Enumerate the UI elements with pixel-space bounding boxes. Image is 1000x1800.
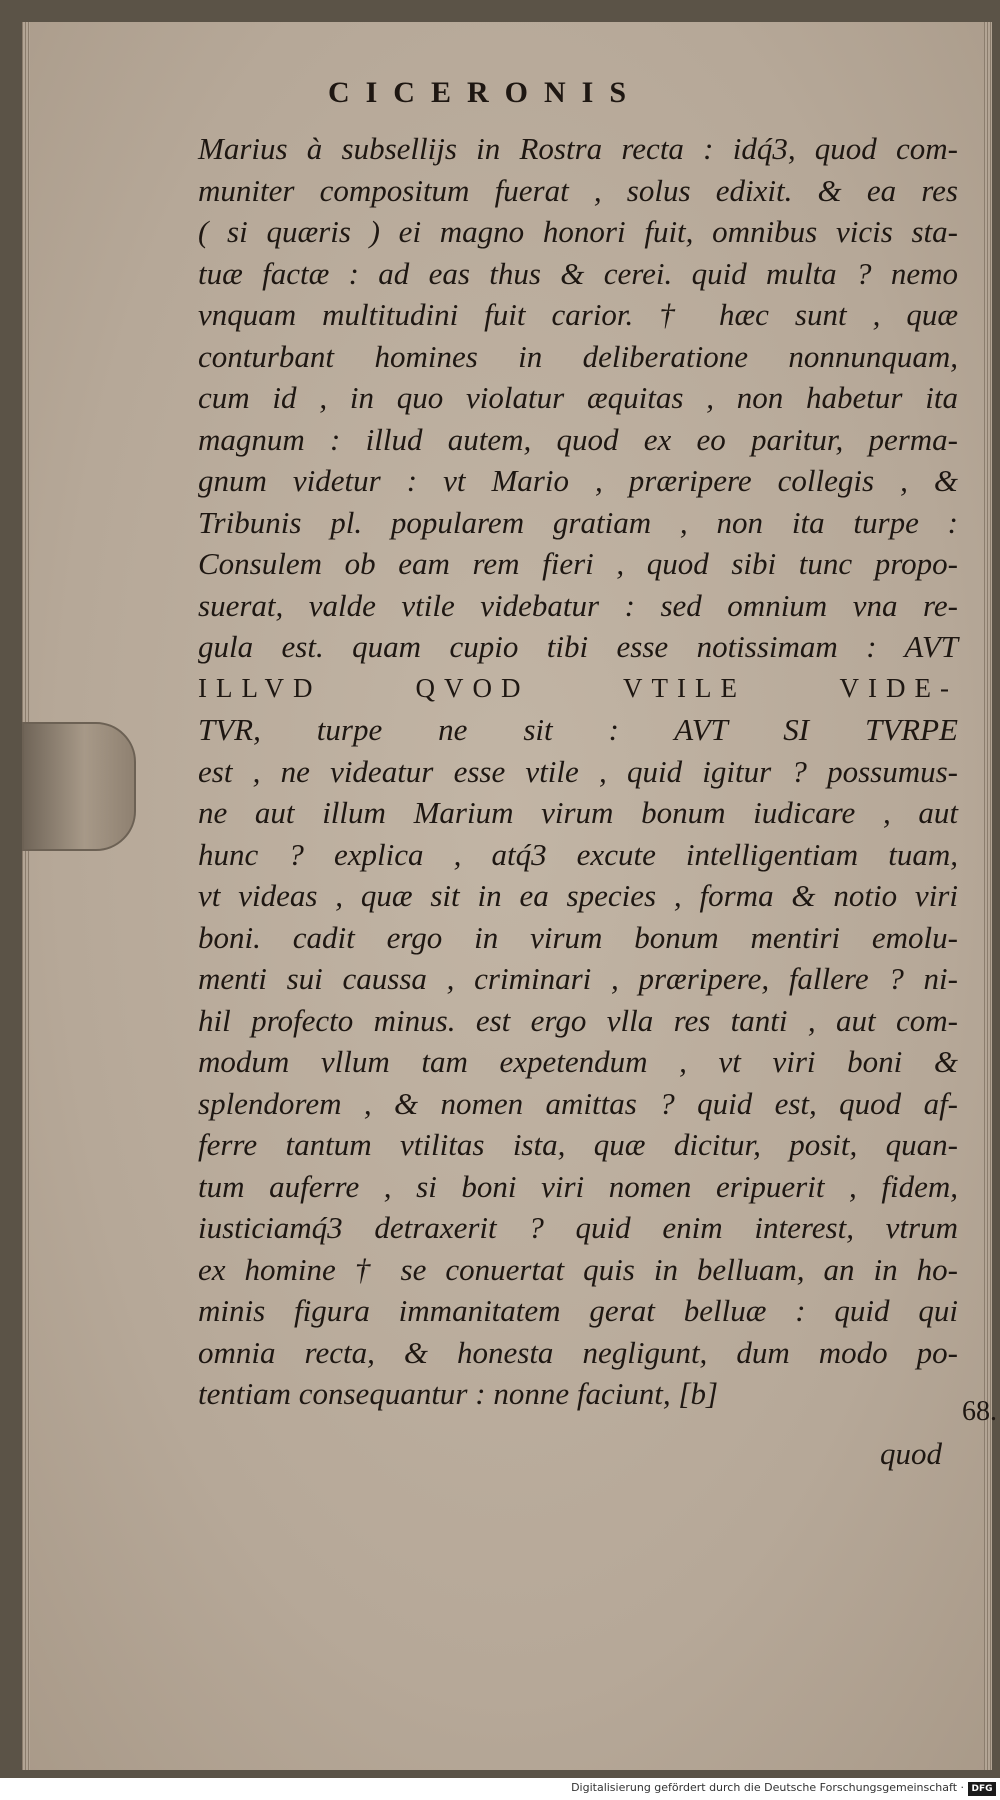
text-line: gula est. quam cupio tibi esse notissimam : AVT: [198, 629, 958, 664]
catchword: quod: [880, 1436, 942, 1471]
digitization-footer: [0, 1778, 1000, 1800]
text-line: ex homine † se conuertat quis in belluam, an in ho-: [198, 1251, 958, 1287]
text-line: tuæ factæ : ad eas thus & cerei. quid multa ? nemo: [198, 255, 958, 291]
text-line: vnquam multitudini fuit carior. † hæc sunt , quæ: [198, 297, 958, 332]
text-line: cum id , in quo violatur æquitas , non habetur ita: [198, 380, 958, 415]
text-line: omnia recta, & honesta negligunt, dum modo po-: [198, 1334, 958, 1370]
text-line: magnum : illud autem, quod ex eo paritur, perma-: [198, 421, 958, 457]
text-line-capitals: ILLVD QVOD VTILE VIDE-: [198, 672, 958, 703]
text-line: boni. cadit ergo in virum bonum mentiri emolu-: [198, 919, 958, 955]
text-line: muniter compositum fuerat , solus edixit. & ea res: [198, 172, 958, 208]
text-line: hil profecto minus. est ergo vlla res tanti , aut com-: [198, 1002, 958, 1038]
text-line: conturbant homines in deliberatione nonnunquam,: [198, 338, 958, 374]
text-line: suerat, valde vtile videbatur : sed omnium vna re-: [198, 587, 958, 623]
text-line: Marius à subsellijs in Rostra recta : idq́3, quod com-: [198, 131, 958, 166]
text-line: TVR, turpe ne sit : AVT SI TVRPE: [198, 712, 958, 747]
funding-credit: Digitalisierung gefördert durch die Deutsche Forschungsgemeinschaft ·: [571, 1781, 964, 1794]
text-line: menti sui caussa , criminari , præripere, fallere ? ni-: [198, 961, 958, 996]
text-line: ferre tantum vtilitas ista, quæ dicitur, posit, quan-: [198, 1127, 958, 1162]
page-edge-right: [984, 22, 992, 1770]
running-head: CICERONIS: [327, 76, 643, 109]
text-block: [198, 128, 958, 1415]
margin-folio-note: 68.: [962, 1396, 997, 1427]
page-edge-left: [22, 22, 30, 1770]
text-line: Tribunis pl. popularem gratiam , non ita turpe :: [198, 504, 958, 540]
text-line: gnum videtur : vt Mario , præripere collegis , &: [198, 463, 958, 498]
text-line: ne aut illum Marium virum bonum iudicare , aut: [198, 795, 958, 830]
text-line: Consulem ob eam rem fieri , quod sibi tunc propo-: [198, 546, 958, 581]
text-line: ( si quæris ) ei magno honori fuit, omnibus vicis sta-: [198, 214, 958, 249]
text-line: iusticiamq́3 detraxerit ? quid enim interest, vtrum: [198, 1210, 958, 1245]
text-line: minis figura immanitatem gerat belluæ : quid qui: [198, 1293, 958, 1328]
text-line: modum vllum tam expetendum , vt viri boni &: [198, 1044, 958, 1079]
text-line: hunc ? explica , atq́3 excute intelligentiam tuam,: [198, 836, 958, 872]
dfg-logo-icon: DFG: [968, 1782, 996, 1796]
bookmark-tab: [22, 722, 136, 851]
text-line: tum auferre , si boni viri nomen eripuerit , fidem,: [198, 1168, 958, 1204]
text-line: tentiam consequantur : nonne faciunt, [b]: [198, 1376, 719, 1411]
text-line: splendorem , & nomen amittas ? quid est, quod af-: [198, 1085, 958, 1121]
text-line: vt videas , quæ sit in ea species , forma & notio viri: [198, 878, 958, 913]
text-line: est , ne videatur esse vtile , quid igitur ? possumus-: [198, 753, 958, 789]
